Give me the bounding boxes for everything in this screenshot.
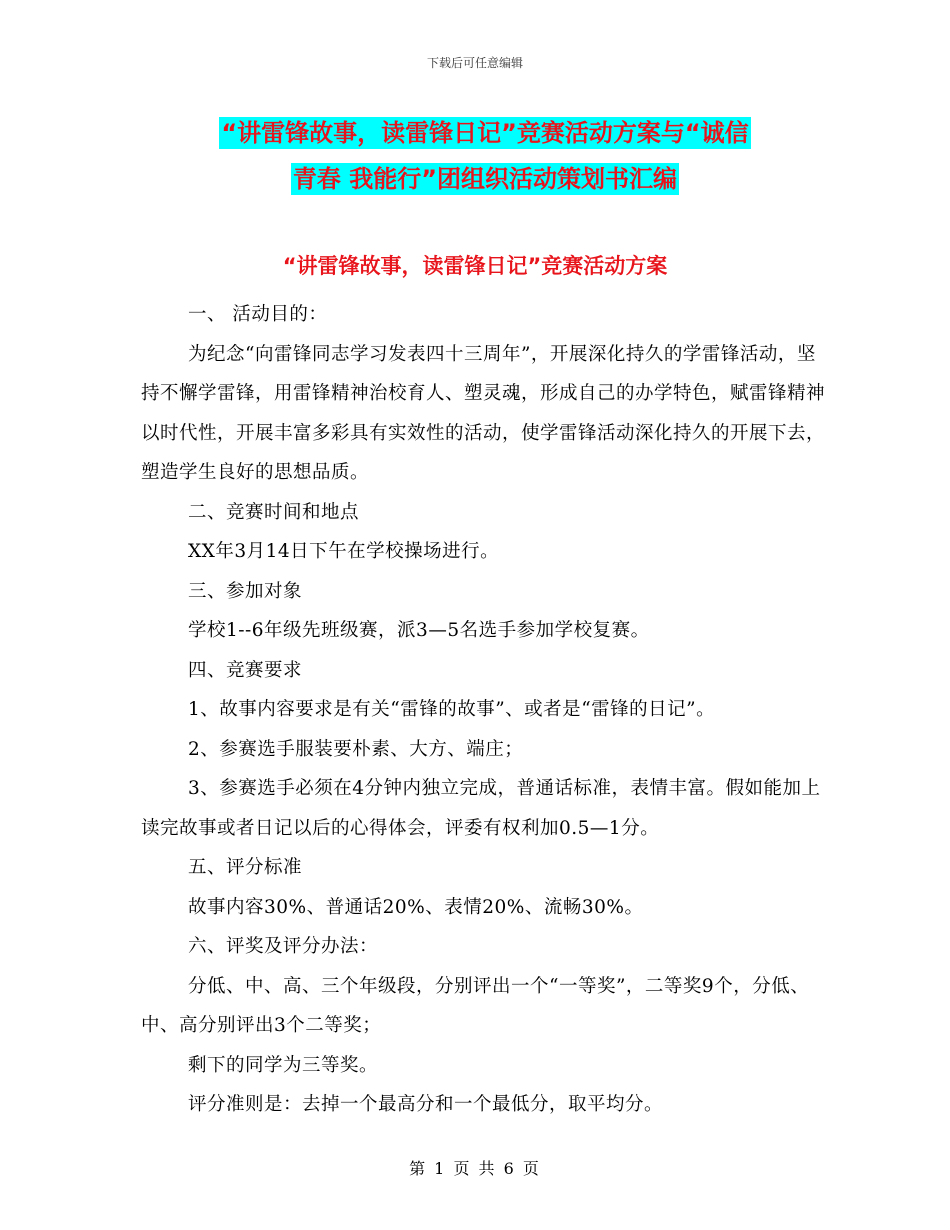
heading-requirements: 四、竞赛要求	[188, 659, 303, 681]
heading-purpose: 一、 活动目的：	[188, 304, 328, 325]
paragraph-awards-1: 分低、中、高、三个年级段，分别评出一个“一等奖”，二等奖9个，分低、中、高分别评出3个二等奖；	[141, 975, 810, 1036]
heading-scoring-criteria: 五、评分标准	[188, 857, 303, 878]
heading-time-place: 二、竞赛时间和地点	[188, 501, 360, 523]
page-number: 第 1 页 共 6 页	[409, 1159, 541, 1178]
paragraph-awards-2: 剩下的同学为三等奖。	[188, 1054, 379, 1076]
main-title-line-2	[140, 159, 830, 194]
heading-participants: 三、参加对象	[188, 580, 303, 602]
section-title: “讲雷锋故事，读雷锋日记”竞赛活动方案	[282, 254, 668, 278]
paragraph-time-place: XX年3月14日下午在学校操场进行。	[188, 541, 500, 562]
main-title-line-1-text: “讲雷锋故事，读雷锋日记”竞赛活动方案与“诚信	[221, 119, 749, 147]
heading-awards: 六、评奖及评分办法：	[188, 936, 379, 957]
header-note: 下载后可任意编辑	[426, 56, 523, 70]
paragraph-participants: 学校1--6年级先班级赛，派3—5名选手参加学校复赛。	[188, 620, 650, 641]
main-title-line-2-text: 青春 我能行”团组织活动策划书汇编	[292, 165, 678, 193]
requirement-item-1: 1、故事内容要求是有关“雷锋的故事”、或者是“雷锋的日记”。	[188, 699, 716, 720]
requirement-item-3: 3、参赛选手必须在4分钟内独立完成，普通话标准，表情丰富。假如能加上读完故事或者日记以后的心得体会，评委有权利加0.5—1分。	[141, 778, 821, 839]
paragraph-awards-3: 评分准则是：去掉一个最高分和一个最低分，取平均分。	[188, 1094, 664, 1115]
paragraph-purpose: 为纪念“向雷锋同志学习发表四十三周年”，开展深化持久的学雷锋活动，坚持不懈学雷锋，用雷锋精神治校育人、塑灵魂，形成自己的办学特色，赋雷锋精神以时代性，开展丰富多彩具有实效性的活动，使学雷锋活动深化持久的开展下去，塑造学生良好的思想品质。	[141, 343, 826, 483]
document-body	[141, 295, 831, 1125]
main-title-line-1	[140, 113, 830, 148]
paragraph-scoring-criteria: 故事内容30%、普通话20%、表情20%、流畅30%。	[188, 896, 644, 918]
requirement-item-2: 2、参赛选手服装要朴素、大方、端庄；	[188, 738, 524, 760]
